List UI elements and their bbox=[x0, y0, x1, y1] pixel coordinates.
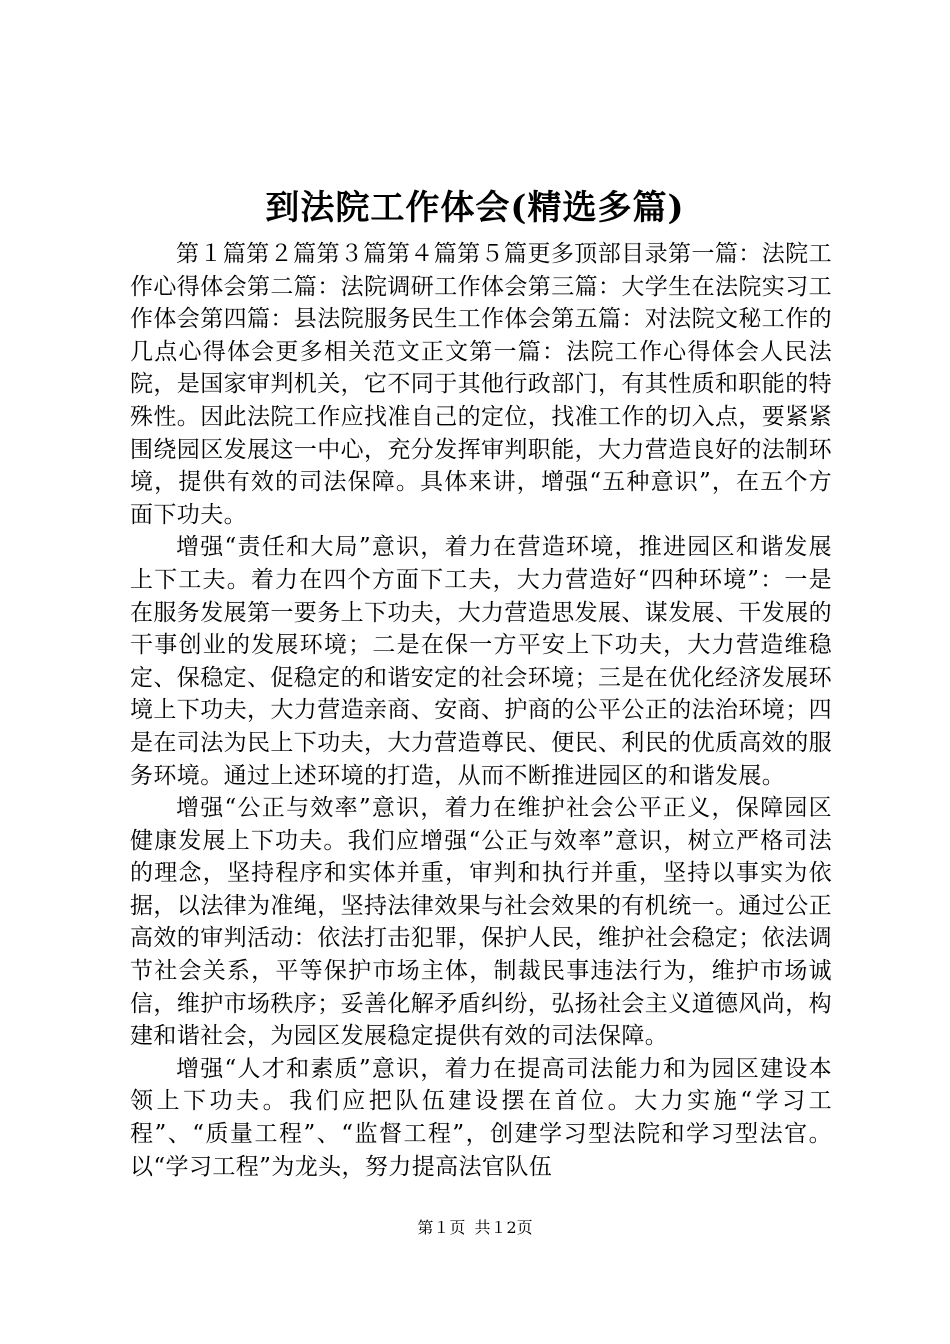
document-body bbox=[130, 238, 832, 1183]
document-title: 到法院工作体会(精选多篇) bbox=[265, 188, 685, 228]
paragraph-3: 增强“公正与效率”意识，着力在维护社会公平正义，保障园区健康发展上下功夫。我们应增强“公正与效率”意识，树立严格司法的理念，坚持程序和实体并重，审判和执行并重，坚持以事实为依据，以法律为准绳，坚持法律效果与社会效果的有机统一。通过公正高效的审判活动：依法打击犯罪，保护人民，维护社会稳定；依法调节社会关系，平等保护市场主体，制裁民事违法行为，维护市场诚信，维护市场秩序；妥善化解矛盾纠纷，弘扬社会主义道德风尚，构建和谐社会，为园区发展稳定提供有效的司法保障。 bbox=[130, 795, 832, 1050]
paragraph-4: 增强“人才和素质”意识，着力在提高司法能力和为园区建设本领上下功夫。我们应把队伍建设摆在首位。大力实施“学习工程”、“质量工程”、“监督工程”，创建学习型法院和学习型法官。以“学习工程”为龙头，努力提高法官队伍 bbox=[130, 1055, 832, 1180]
page-number: 第１页 bbox=[417, 1218, 466, 1237]
page-footer bbox=[0, 1216, 950, 1240]
paragraph-2: 增强“责任和大局”意识，着力在营造环境，推进园区和谐发展上下工夫。着力在四个方面下工夫，大力营造好“四种环境”：一是在服务发展第一要务上下功夫，大力营造思发展、谋发展、干发展的干事创业的发展环境；二是在保一方平安上下功夫，大力营造维稳定、保稳定、促稳定的和谐安定的社会环境；三是在优化经济发展环境上下功夫，大力营造亲商、安商、护商的公平公正的法治环境；四是在司法为民上下功夫，大力营造尊民、便民、利民的优质高效的服务环境。通过上述环境的打造，从而不断推进园区的和谐发展。 bbox=[130, 534, 832, 789]
page-total: 共１2页 bbox=[474, 1218, 533, 1237]
paragraph-1: 第１篇第２篇第３篇第４篇第５篇更多顶部目录第一篇：法院工作心得体会第二篇：法院调研工作体会第三篇：大学生在法院实习工作体会第四篇：县法院服务民生工作体会第五篇：对法院文秘工作的几点心得体会更多相关范文正文第一篇：法院工作心得体会人民法院，是国家审判机关，它不同于其他行政部门，有其性质和职能的特殊性。因此法院工作应找准自己的定位，找准工作的切入点，要紧紧围绕园区发展这一中心，充分发挥审判职能，大力营造良好的法制环境，提供有效的司法保障。具体来讲，增强“五种意识”，在五个方面下功夫。 bbox=[130, 241, 832, 528]
